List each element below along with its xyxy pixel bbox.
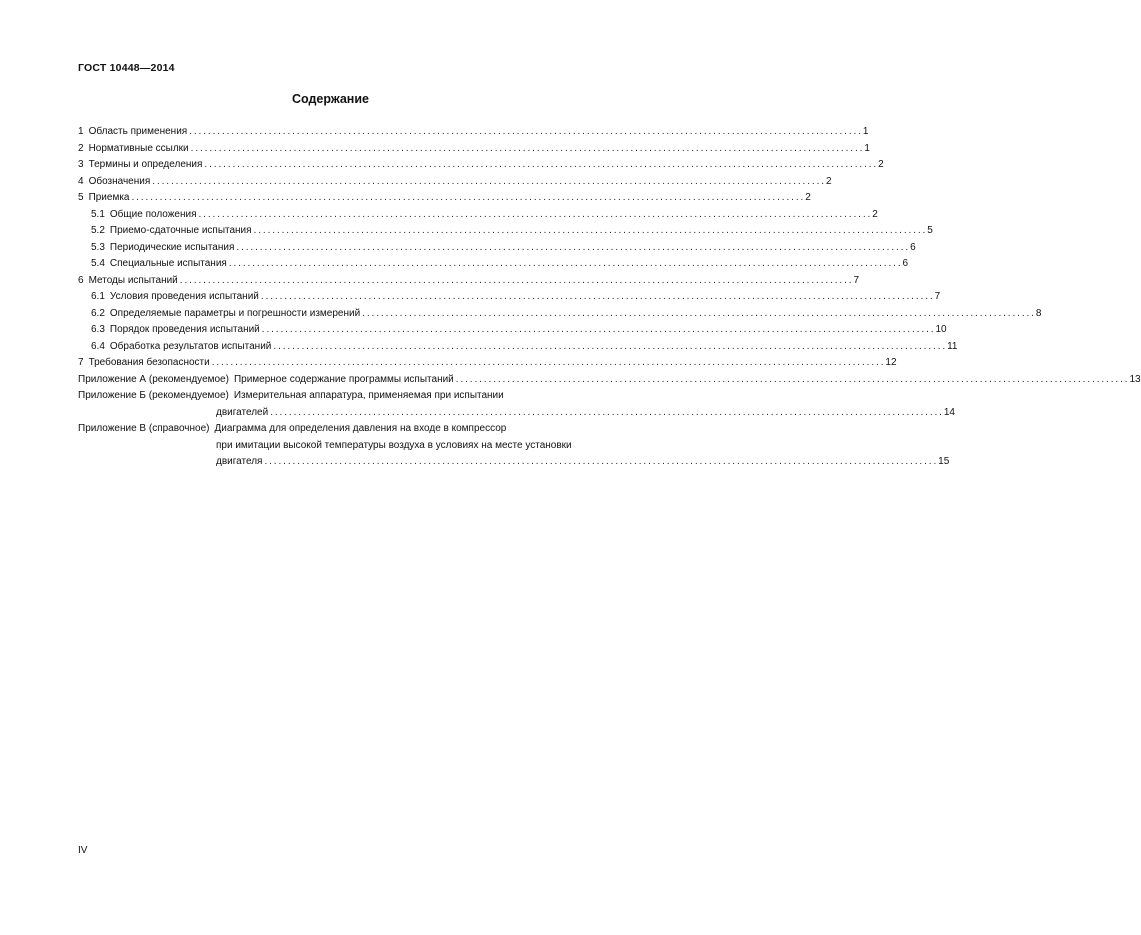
toc-title: Нормативные ссылки xyxy=(88,142,189,154)
toc-leader: ................................................................................................................................................ xyxy=(455,373,1130,385)
toc-entry-7[interactable] xyxy=(78,355,897,372)
toc-entry-5[interactable] xyxy=(78,190,811,207)
toc-page: 7 xyxy=(853,274,860,286)
annex-label: Приложение В (справочное) xyxy=(78,423,210,434)
toc-page: 2 xyxy=(805,192,811,203)
toc-annex-a[interactable] xyxy=(78,372,1141,389)
page-title: Содержание xyxy=(291,92,369,106)
toc-entry-4[interactable] xyxy=(78,174,832,191)
toc-leader: ................................................................................................................................................ xyxy=(253,225,928,236)
toc-entry-3[interactable] xyxy=(78,157,884,174)
toc-title: Методы испытаний xyxy=(88,274,178,286)
toc-number: 5.2 xyxy=(91,225,105,236)
toc-leader: ................................................................................................................................................ xyxy=(228,258,903,269)
toc-page: 15 xyxy=(938,456,950,467)
toc-page: 1 xyxy=(862,126,869,137)
toc-leader: ................................................................................................................................................ xyxy=(189,126,863,137)
toc-title: Порядок проведения испытаний xyxy=(109,324,260,335)
toc-leader: ................................................................................................................................................ xyxy=(204,159,879,170)
toc-entry-6-2[interactable] xyxy=(78,306,1042,323)
toc-number: 6.4 xyxy=(91,340,105,352)
toc-page: 10 xyxy=(935,324,947,335)
toc-number: 5 xyxy=(78,192,84,203)
annex-title: Измерительная аппаратура, применяемая при испытании xyxy=(233,390,504,401)
toc-title: Область применения xyxy=(88,126,188,137)
toc-number: 5.3 xyxy=(91,241,105,253)
toc-leader: ................................................................................................................................................ xyxy=(152,175,826,187)
toc-number: 6.1 xyxy=(91,291,105,302)
toc-title: Определяемые параметры и погрешности измерений xyxy=(109,307,361,319)
toc-annex-b[interactable] xyxy=(78,388,613,405)
toc-leader: ................................................................................................................................................ xyxy=(190,142,865,154)
toc-entry-2[interactable] xyxy=(78,141,870,158)
toc-annex-v-cont-1[interactable] xyxy=(78,438,613,455)
toc-entry-6-4[interactable] xyxy=(78,339,958,356)
toc-title: Приемка xyxy=(88,192,130,203)
toc-annex-b-cont[interactable] xyxy=(78,405,955,422)
toc-entry-5-3[interactable] xyxy=(78,240,916,257)
annex-title-cont: двигателя xyxy=(216,456,263,467)
table-of-contents xyxy=(78,124,1141,471)
toc-entry-5-1[interactable] xyxy=(78,207,878,224)
toc-title: Обозначения xyxy=(88,175,151,187)
toc-title: Периодические испытания xyxy=(109,241,235,253)
toc-entry-6-1[interactable] xyxy=(78,289,941,306)
toc-entry-6[interactable] xyxy=(78,273,860,290)
toc-title: Приемо-сдаточные испытания xyxy=(109,225,252,236)
toc-leader: ................................................................................................................................................ xyxy=(261,324,936,335)
toc-entry-1[interactable] xyxy=(78,124,869,141)
toc-number: 6.3 xyxy=(91,324,105,335)
toc-page: 11 xyxy=(947,340,958,352)
toc-page: 5 xyxy=(927,225,933,236)
toc-page: 1 xyxy=(864,142,870,154)
toc-number: 5.4 xyxy=(91,258,105,269)
toc-entry-5-2[interactable] xyxy=(78,223,933,240)
toc-leader: ................................................................................................................................................ xyxy=(264,456,939,467)
toc-page: 2 xyxy=(878,159,884,170)
toc-number: 6.2 xyxy=(91,307,105,319)
toc-number: 7 xyxy=(78,357,84,368)
toc-title: Общие положения xyxy=(109,208,197,220)
annex-title-cont: двигателей xyxy=(216,406,269,418)
toc-annex-v[interactable] xyxy=(78,421,613,438)
toc-number: 5.1 xyxy=(91,208,105,220)
toc-leader: ................................................................................................................................................ xyxy=(362,307,1036,319)
toc-title: Требования безопасности xyxy=(88,357,210,368)
toc-number: 4 xyxy=(78,175,84,187)
toc-annex-v-cont-2[interactable] xyxy=(78,454,950,471)
page-number: IV xyxy=(78,845,88,856)
toc-page: 2 xyxy=(872,208,878,220)
toc-title: Термины и определения xyxy=(88,159,203,170)
toc-page: 12 xyxy=(885,357,897,368)
toc-entry-6-3[interactable] xyxy=(78,322,947,339)
annex-label: Приложение А (рекомендуемое) xyxy=(78,373,229,385)
toc-leader: ................................................................................................................................................ xyxy=(260,291,935,302)
toc-leader: ................................................................................................................................................ xyxy=(236,241,911,253)
toc-page: 6 xyxy=(910,241,916,253)
toc-entry-5-4[interactable] xyxy=(78,256,909,273)
annex-title: Диаграмма для определения давления на входе в компрессор xyxy=(214,423,507,434)
toc-number: 1 xyxy=(78,126,84,137)
toc-leader: ................................................................................................................................................ xyxy=(131,192,806,203)
toc-title: Условия проведения испытаний xyxy=(109,291,259,302)
toc-page: 14 xyxy=(943,406,955,418)
annex-label: Приложение Б (рекомендуемое) xyxy=(78,390,229,401)
toc-page: 6 xyxy=(902,258,909,269)
toc-number: 2 xyxy=(78,142,84,154)
toc-page: 7 xyxy=(934,291,941,302)
toc-leader: ................................................................................................................................................ xyxy=(211,357,886,368)
toc-number: 6 xyxy=(78,274,84,286)
toc-page: 8 xyxy=(1035,307,1042,319)
toc-title: Специальные испытания xyxy=(109,258,227,269)
toc-leader: ................................................................................................................................................ xyxy=(270,406,944,418)
annex-title: Примерное содержание программы испытаний xyxy=(233,373,454,385)
toc-page: 13 xyxy=(1129,373,1141,385)
toc-number: 3 xyxy=(78,159,84,170)
document-header: ГОСТ 10448—2014 xyxy=(78,62,175,74)
toc-page: 2 xyxy=(825,175,832,187)
toc-leader: ................................................................................................................................................ xyxy=(273,340,948,352)
toc-leader: ................................................................................................................................................ xyxy=(198,208,873,220)
toc-leader: ................................................................................................................................................ xyxy=(179,274,854,286)
toc-title: Обработка результатов испытаний xyxy=(109,340,272,352)
annex-title-cont: при имитации высокой температуры воздуха в условиях на месте установки xyxy=(216,439,572,451)
